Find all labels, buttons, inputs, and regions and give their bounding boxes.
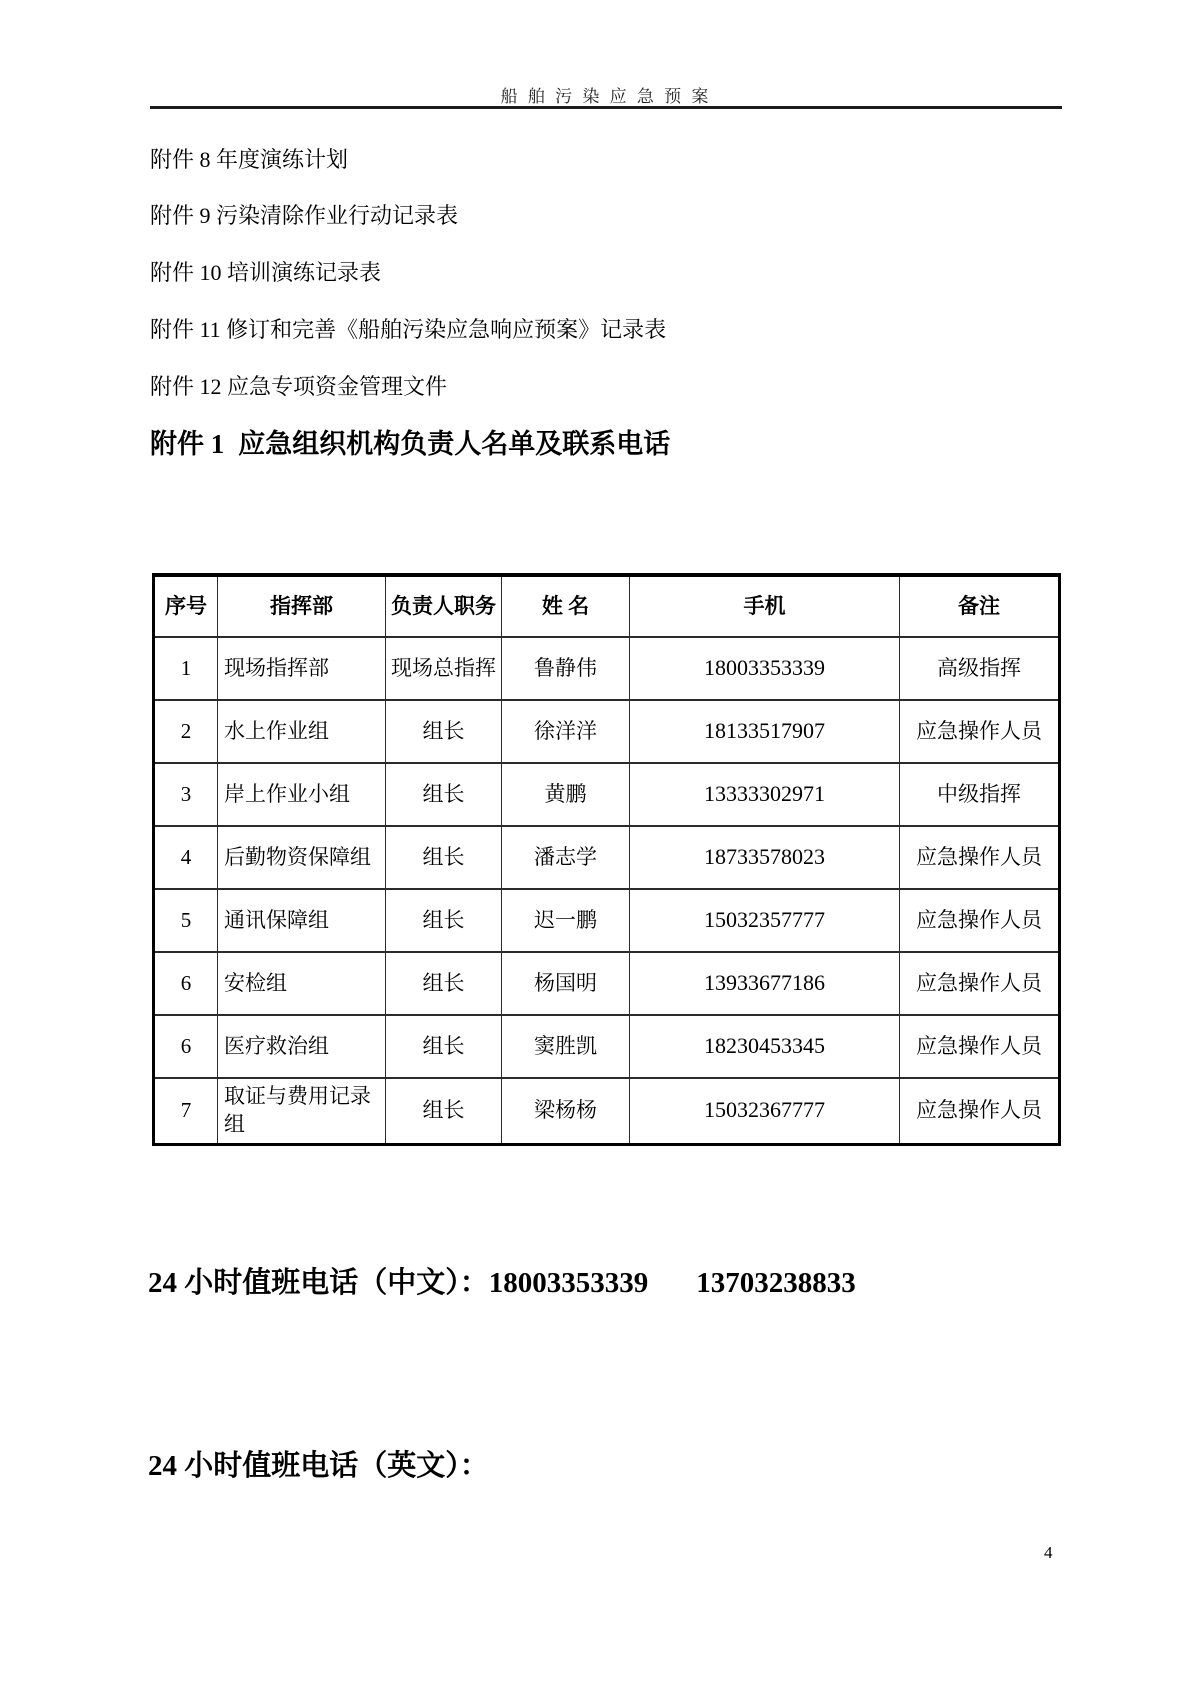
table-cell: 应急操作人员: [900, 826, 1060, 889]
table-cell: 组长: [386, 952, 502, 1015]
table-cell: 组长: [386, 1015, 502, 1078]
table-cell: 应急操作人员: [900, 889, 1060, 952]
table-cell: 迟一鹏: [502, 889, 630, 952]
table-cell: 组长: [386, 1078, 502, 1144]
table-cell: 水上作业组: [218, 700, 386, 763]
table-cell: 15032357777: [630, 889, 900, 952]
duty-phone-en-label: 24 小时值班电话（英文）：: [148, 1450, 489, 1482]
table-cell: 5: [154, 889, 218, 952]
header-rule: [150, 106, 1062, 109]
duty-phone-cn-number2: 13703238833: [696, 1267, 856, 1299]
table-cell: 组长: [386, 826, 502, 889]
table-row: [154, 637, 1060, 700]
table-row: [154, 826, 1060, 889]
table-header-cell: 负责人职务: [386, 575, 502, 637]
table-cell: 徐洋洋: [502, 700, 630, 763]
table-cell: 4: [154, 826, 218, 889]
page-number: 4: [1044, 1543, 1053, 1562]
table-cell: 黄鹏: [502, 763, 630, 826]
table-header-cell: 手机: [630, 575, 900, 637]
table-cell: 7: [154, 1078, 218, 1144]
table-cell: 高级指挥: [900, 637, 1060, 700]
table-cell: 组长: [386, 700, 502, 763]
table-row: [154, 763, 1060, 826]
table-cell: 应急操作人员: [900, 952, 1060, 1015]
contacts-table: [152, 573, 1061, 1146]
table-cell: 6: [154, 952, 218, 1015]
table-header-row: [154, 575, 1060, 637]
table-cell: 18133517907: [630, 700, 900, 763]
table-cell: 13333302971: [630, 763, 900, 826]
table-row: [154, 700, 1060, 763]
table-row: [154, 1015, 1060, 1078]
duty-phone-cn-number1: 18003353339: [488, 1267, 649, 1299]
table-cell: 医疗救治组: [218, 1015, 386, 1078]
table-cell: 杨国明: [502, 952, 630, 1015]
running-header-title: 船 舶 污 染 应 急 预 案: [500, 87, 712, 106]
section-title: 应急组织机构负责人名单及联系电话: [238, 429, 671, 459]
table-header-cell: 姓 名: [502, 575, 630, 637]
table-cell: 后勤物资保障组: [218, 826, 386, 889]
table-cell: 岸上作业小组: [218, 763, 386, 826]
table-cell: 1: [154, 637, 218, 700]
table-cell: 窦胜凯: [502, 1015, 630, 1078]
table-row: [154, 952, 1060, 1015]
table-cell: 鲁静伟: [502, 637, 630, 700]
table-cell: 18230453345: [630, 1015, 900, 1078]
table-cell: 安检组: [218, 952, 386, 1015]
section-heading: [150, 422, 670, 461]
duty-phone-cn: [148, 1260, 856, 1301]
list-item: 附件 9 污染清除作业行动记录表: [150, 203, 459, 228]
table-cell: 13933677186: [630, 952, 900, 1015]
list-item: 附件 12 应急专项资金管理文件: [150, 374, 448, 399]
table-cell: 通讯保障组: [218, 889, 386, 952]
list-item: 附件 11 修订和完善《船舶污染应急响应预案》记录表: [150, 317, 667, 342]
table-header-cell: 序号: [154, 575, 218, 637]
table-cell: 应急操作人员: [900, 700, 1060, 763]
table-header-cell: 备注: [900, 575, 1060, 637]
table-header-cell: 指挥部: [218, 575, 386, 637]
table-cell: 潘志学: [502, 826, 630, 889]
table-cell: 取证与费用记录组: [218, 1078, 386, 1144]
table-cell: 18733578023: [630, 826, 900, 889]
table-cell: 3: [154, 763, 218, 826]
table-cell: 现场指挥部: [218, 637, 386, 700]
table-cell: 2: [154, 700, 218, 763]
section-number: 附件 1: [150, 429, 225, 459]
table-row: [154, 1078, 1060, 1144]
table-cell: 18003353339: [630, 637, 900, 700]
table-cell: 中级指挥: [900, 763, 1060, 826]
table-cell: 应急操作人员: [900, 1078, 1060, 1144]
table-cell: 梁杨杨: [502, 1078, 630, 1144]
table-cell: 应急操作人员: [900, 1015, 1060, 1078]
table-cell: 15032367777: [630, 1078, 900, 1144]
table-cell: 6: [154, 1015, 218, 1078]
duty-phone-cn-label: 24 小时值班电话（中文）：: [148, 1267, 489, 1299]
table-cell: 现场总指挥: [386, 637, 502, 700]
list-item: 附件 10 培训演练记录表: [150, 260, 382, 285]
table-cell: 组长: [386, 889, 502, 952]
list-item: 附件 8 年度演练计划: [150, 147, 349, 172]
table-cell: 组长: [386, 763, 502, 826]
table-row: [154, 889, 1060, 952]
duty-phone-en: [148, 1443, 489, 1484]
